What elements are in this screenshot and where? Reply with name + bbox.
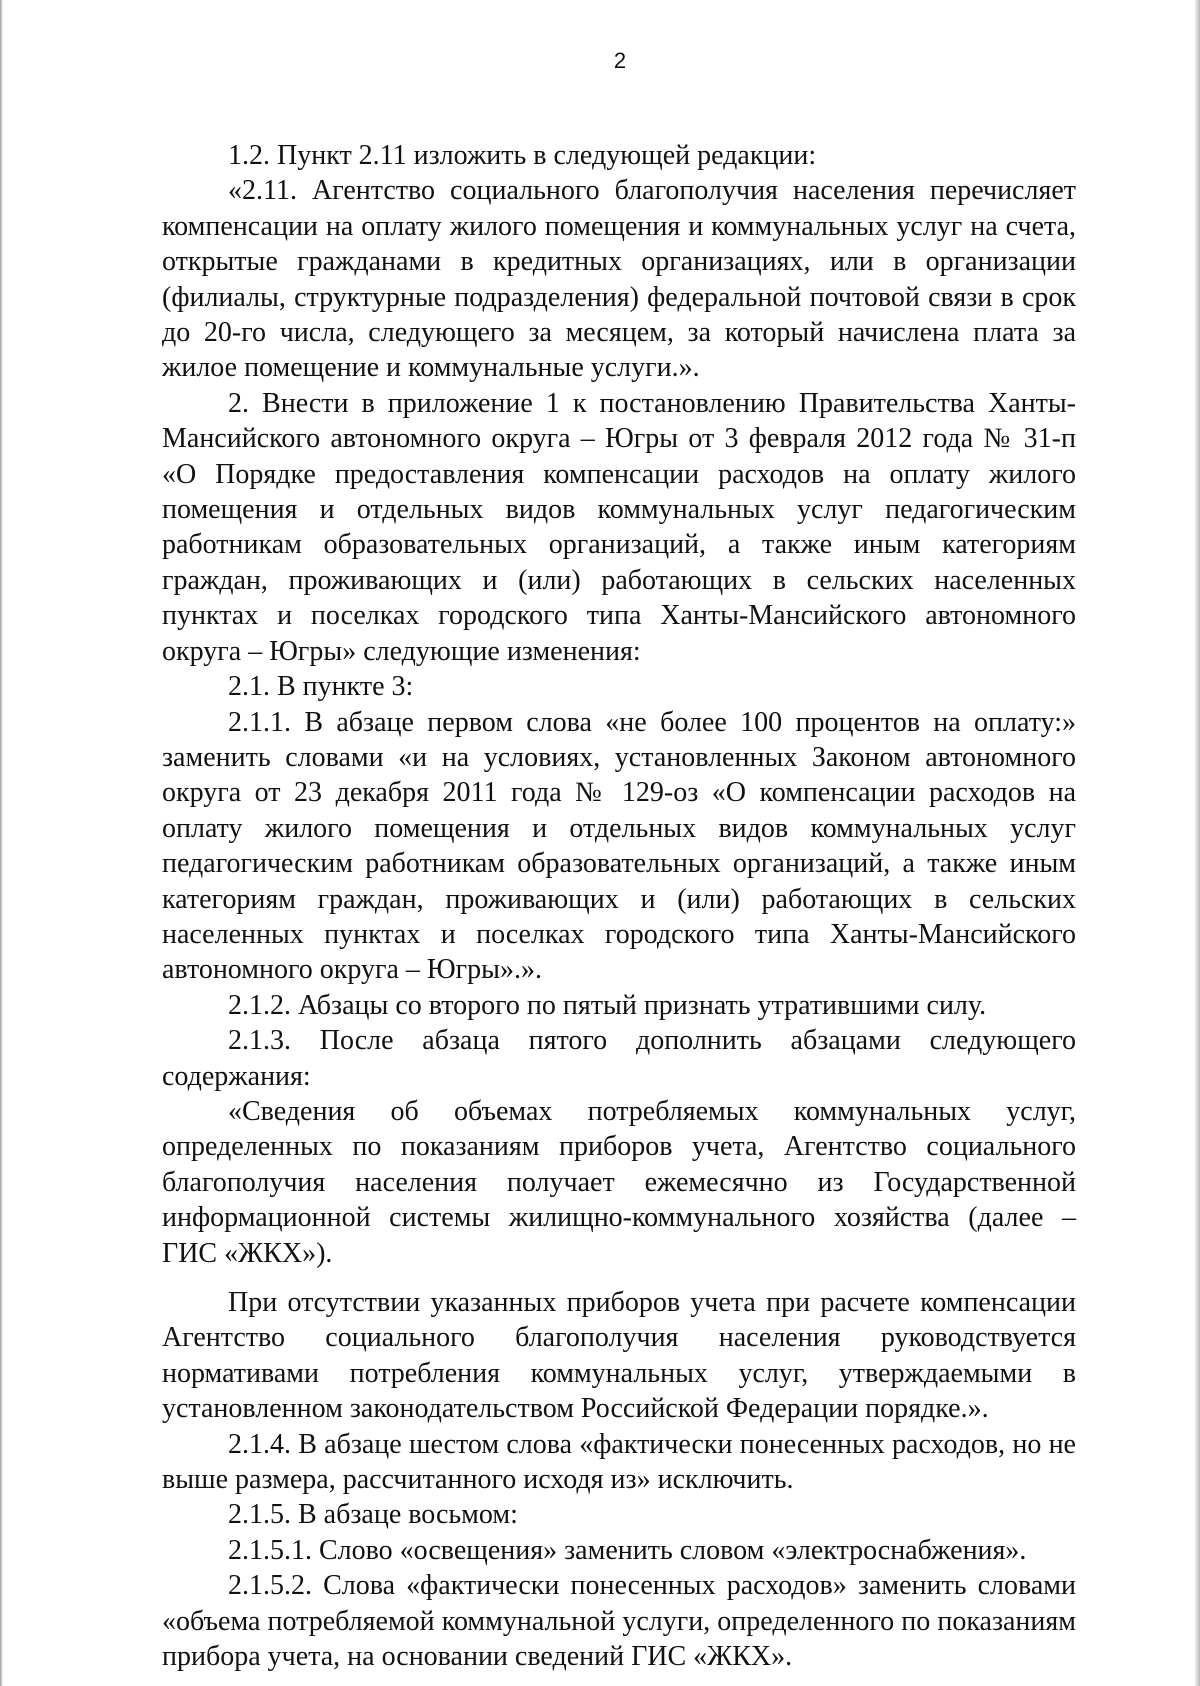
paragraph-quote-no-meters: При отсутствии указанных приборов учета при расчете компенсации Агентство социального благополучия населения руководствуется нормативами потребления коммунальных услуг, утверждаемыми в установленном законодательством Российской Федерации порядке.». [162,1287,1076,1425]
document-body [162,138,1076,1674]
paragraph-2-1: 2.1. В пункте 3: [228,671,414,703]
paragraph-quote-metering-data: «Сведения об объемах потребляемых коммунальных услуг, определенных по показаниям приборов учета, Агентство социального благополучия населения получает ежемесячно из Государственной информационной системы жилищно-коммунального хозяйства (далее – ГИС «ЖКХ»). [162,1095,1076,1269]
paragraph-2-1-5: 2.1.5. В абзаце восьмом: [228,1499,518,1531]
page-number: 2 [613,48,627,73]
paragraph-2-1-2: 2.1.2. Абзацы со второго по пятый признать утратившими силу. [228,989,987,1021]
paragraph-2-1-5-1: 2.1.5.1. Слово «освещения» заменить словом «электроснабжения». [228,1534,1027,1566]
paragraph-2-1-4: 2.1.4. В абзаце шестом слова «фактически понесенных расходов, но не выше размера, рассчитанного исходя из» исключить. [162,1428,1076,1496]
paragraph-1-2: 1.2. Пункт 2.11 изложить в следующей редакции: [228,140,817,171]
paragraph-2-1-5-2: 2.1.5.2. Слова «фактически понесенных расходов» заменить словами «объема потребляемой коммунальной услуги, определенного по показаниям прибора учета, на основании сведений ГИС «ЖКХ». [162,1570,1076,1673]
paragraph-2: 2. Внести в приложение 1 к постановлению Правительства Ханты-Мансийского автономного округа – Югры от 3 февраля 2012 года № 31-п «О Порядке предоставления компенсации расходов на оплату жилого помещения и отдельных видов коммунальных услуг педагогическим работникам образовательных организаций, а также иным категориям граждан, проживающих и (или) работающих в сельских населенных пунктах и поселках городского типа Ханты-Мансийского автономного округа – Югры» следующие изменения: [162,387,1076,667]
scan-edge-right [1194,0,1200,1686]
paragraph-2-11-quote: «2.11. Агентство социального благополучия населения перечисляет компенсации на оплату жилого помещения и коммунальных услуг на счета, открытые гражданами в кредитных организациях, или в организации (филиалы, структурные подразделения) федеральной почтовой связи в срок до 20-го числа, следующего за месяцем, за который начислена плата за жилое помещение и коммунальные услуги.». [162,175,1076,384]
scan-edge-left [0,0,3,1686]
paragraph-2-1-3: 2.1.3. После абзаца пятого дополнить абзацами следующего содержания: [162,1025,1076,1092]
paragraph-2-1-1: 2.1.1. В абзаце первом слова «не более 100 процентов на оплату:» заменить словами «и на условиях, установленных Законом автономного округа от 23 декабря 2011 года № 129-оз «О компенсации расходов на оплату жилого помещения и отдельных видов коммунальных услуг педагогическим работникам образовательных организаций, а также иным категориям граждан, проживающих и (или) работающих в сельских населенных пунктах и поселках городского типа Ханты-Мансийского автономного округа – Югры».». [162,706,1076,986]
